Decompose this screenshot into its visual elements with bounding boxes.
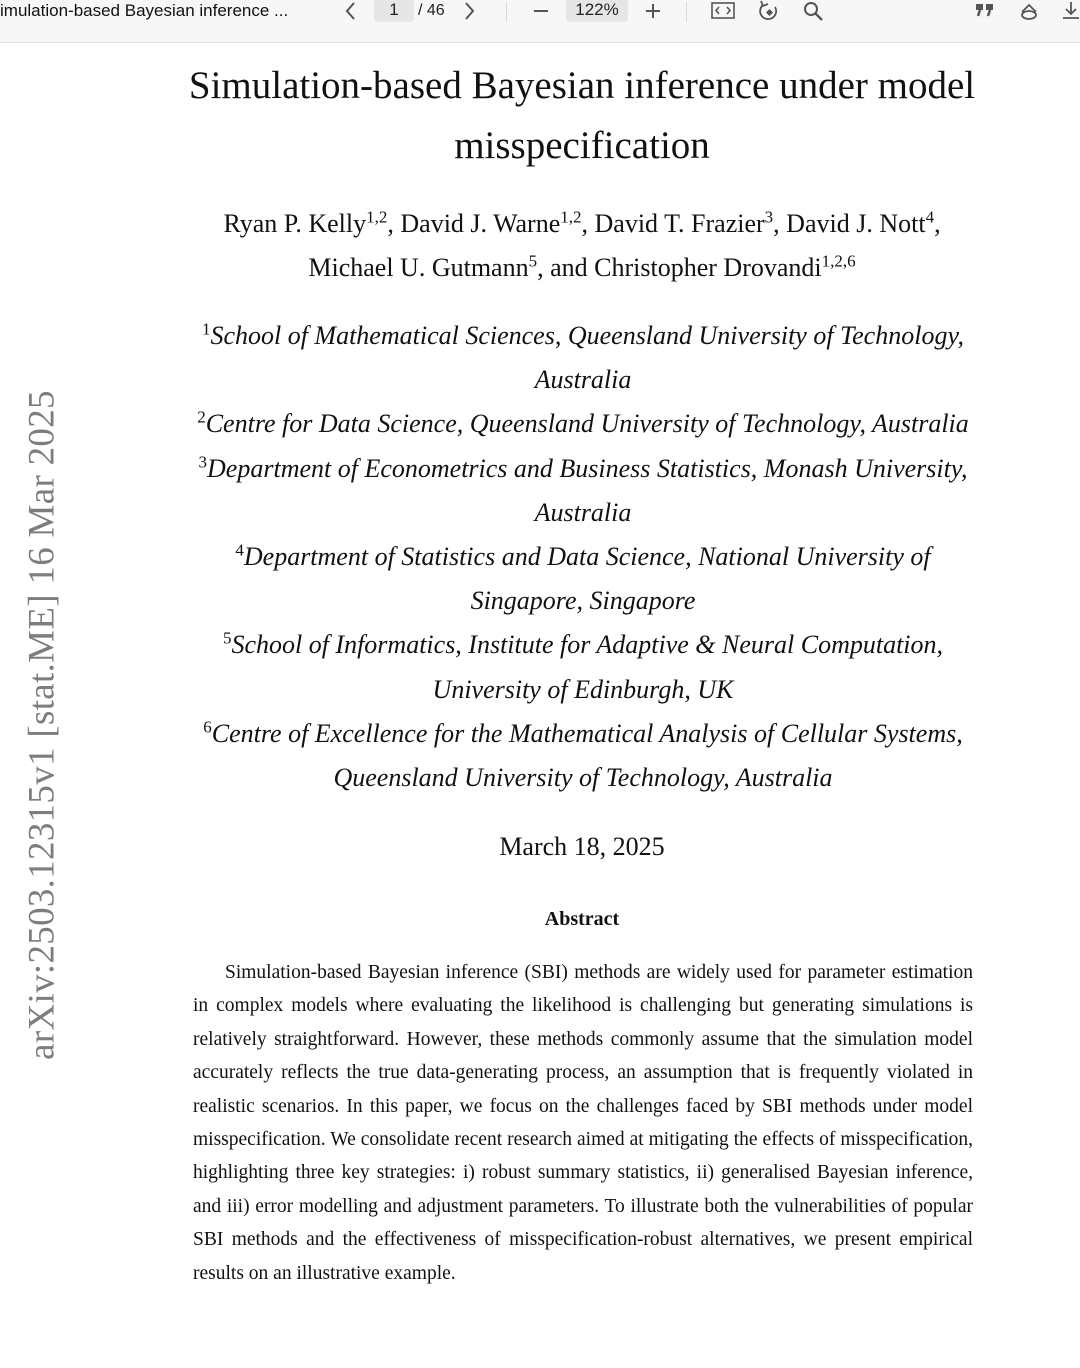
author-separator: , and bbox=[537, 253, 595, 282]
title-line-2: misspecification bbox=[454, 124, 710, 167]
affiliation-number: 1 bbox=[201, 319, 211, 339]
search-icon[interactable] bbox=[800, 0, 826, 26]
author-name: Christopher Drovandi bbox=[594, 253, 822, 282]
author-affiliation-sup: 3 bbox=[764, 207, 774, 227]
affiliation-text: School of Mathematical Sciences, Queensland University of Technology, bbox=[210, 321, 965, 350]
affiliation-text: Singapore, Singapore bbox=[470, 586, 696, 616]
document-title: imulation-based Bayesian inference ... bbox=[0, 1, 289, 20]
affiliation-text: Centre of Excellence for the Mathematical Analysis of Cellular Systems, bbox=[211, 718, 963, 748]
affiliation-text: Centre for Data Science, Queensland University of Technology, Australia bbox=[205, 409, 969, 439]
author-separator: , bbox=[773, 209, 787, 238]
affiliation bbox=[130, 447, 1036, 535]
author-affiliation-sup: 1,2 bbox=[366, 207, 388, 227]
author-name: Michael U. Gutmann bbox=[308, 253, 529, 282]
affiliation-text: Department of Statistics and Data Science, National University of bbox=[243, 542, 931, 572]
abstract-text: Simulation-based Bayesian inference (SBI) methods are widely used for parameter estimation in complex models where evaluating the likelihood is challenging but generating simulations is relatively straightforward. However, these methods commonly assume that the simulation model accurately reflects the true data-generating process, an assumption that is frequently violated in realistic scenarios. In this paper, we focus on the challenges faced by SBI methods under model misspecification. We consolidate recent research aimed at mitigating the effects of misspecification, highlighting three key strategies: i) robust summary statistics, ii) generalised Bayesian inference, and iii) error modelling and adjustment parameters. To illustrate both the vulnerabilities of popular SBI methods and the effectiveness of misspecification-robust alternatives, we present empirical results on an illustrative example. bbox=[193, 962, 973, 1284]
affiliation-number: 5 bbox=[222, 628, 232, 648]
author-name: David J. Nott bbox=[786, 209, 926, 238]
author-separator: , bbox=[387, 209, 401, 238]
affiliation-text: School of Informatics, Institute for Adaptive & Neural Computation, bbox=[231, 630, 944, 660]
affiliation bbox=[130, 314, 1036, 402]
highlighter-icon[interactable] bbox=[1016, 0, 1042, 26]
chevron-right-icon[interactable] bbox=[456, 0, 482, 26]
quote-icon[interactable] bbox=[972, 0, 998, 26]
pdf-toolbar bbox=[0, 0, 1080, 43]
abstract-heading: Abstract bbox=[544, 908, 620, 930]
author-affiliation-sup: 1,2,6 bbox=[821, 251, 856, 271]
author-affiliation-sup: 1,2 bbox=[560, 207, 582, 227]
affiliation-text: Australia bbox=[534, 497, 632, 527]
paper-date: March 18, 2025 bbox=[499, 832, 665, 861]
affiliation-number: 6 bbox=[203, 717, 212, 737]
minus-icon[interactable] bbox=[528, 0, 554, 26]
toolbar-divider bbox=[686, 2, 687, 22]
affiliation bbox=[130, 623, 1036, 711]
affiliation-text: Australia bbox=[534, 365, 632, 395]
rotate-icon[interactable] bbox=[756, 0, 782, 26]
affiliation-text: University of Edinburgh, UK bbox=[432, 674, 734, 704]
download-icon[interactable] bbox=[1058, 0, 1080, 26]
affiliation-text: Queensland University of Technology, Australia bbox=[333, 763, 833, 793]
author-name: Ryan P. Kelly bbox=[223, 209, 367, 238]
author-affiliation-sup: 4 bbox=[925, 207, 935, 227]
zoom-level[interactable]: 122% bbox=[566, 0, 628, 22]
page-total: / 46 bbox=[418, 2, 445, 19]
paper-title bbox=[150, 56, 1014, 176]
affiliation bbox=[130, 712, 1036, 800]
arxiv-identifier: arXiv:2503.12315v1 [stat.ME] 16 Mar 2025 bbox=[21, 390, 63, 1060]
author-name: David T. Frazier bbox=[594, 209, 765, 238]
affiliation bbox=[130, 402, 1036, 446]
author-name: David J. Warne bbox=[400, 209, 561, 238]
affiliation bbox=[130, 535, 1036, 623]
author-separator: , bbox=[581, 209, 595, 238]
title-line-1: Simulation-based Bayesian inference under model bbox=[188, 64, 976, 107]
affiliation-list bbox=[130, 314, 1036, 800]
affiliation-number: 2 bbox=[197, 407, 206, 427]
chevron-left-icon[interactable] bbox=[338, 0, 364, 26]
fit-page-icon[interactable] bbox=[710, 0, 736, 26]
author-list bbox=[140, 202, 1024, 290]
affiliation-text: Department of Econometrics and Business Statistics, Monash University, bbox=[207, 453, 968, 483]
affiliation-number: 3 bbox=[198, 451, 208, 471]
toolbar-divider bbox=[506, 2, 507, 22]
plus-icon[interactable] bbox=[640, 0, 666, 26]
affiliation-number: 4 bbox=[235, 540, 244, 560]
author-separator: , bbox=[934, 209, 941, 238]
pdf-page bbox=[0, 42, 1080, 1368]
author-affiliation-sup: 5 bbox=[528, 251, 538, 271]
page-number-input[interactable]: 1 bbox=[374, 0, 414, 22]
